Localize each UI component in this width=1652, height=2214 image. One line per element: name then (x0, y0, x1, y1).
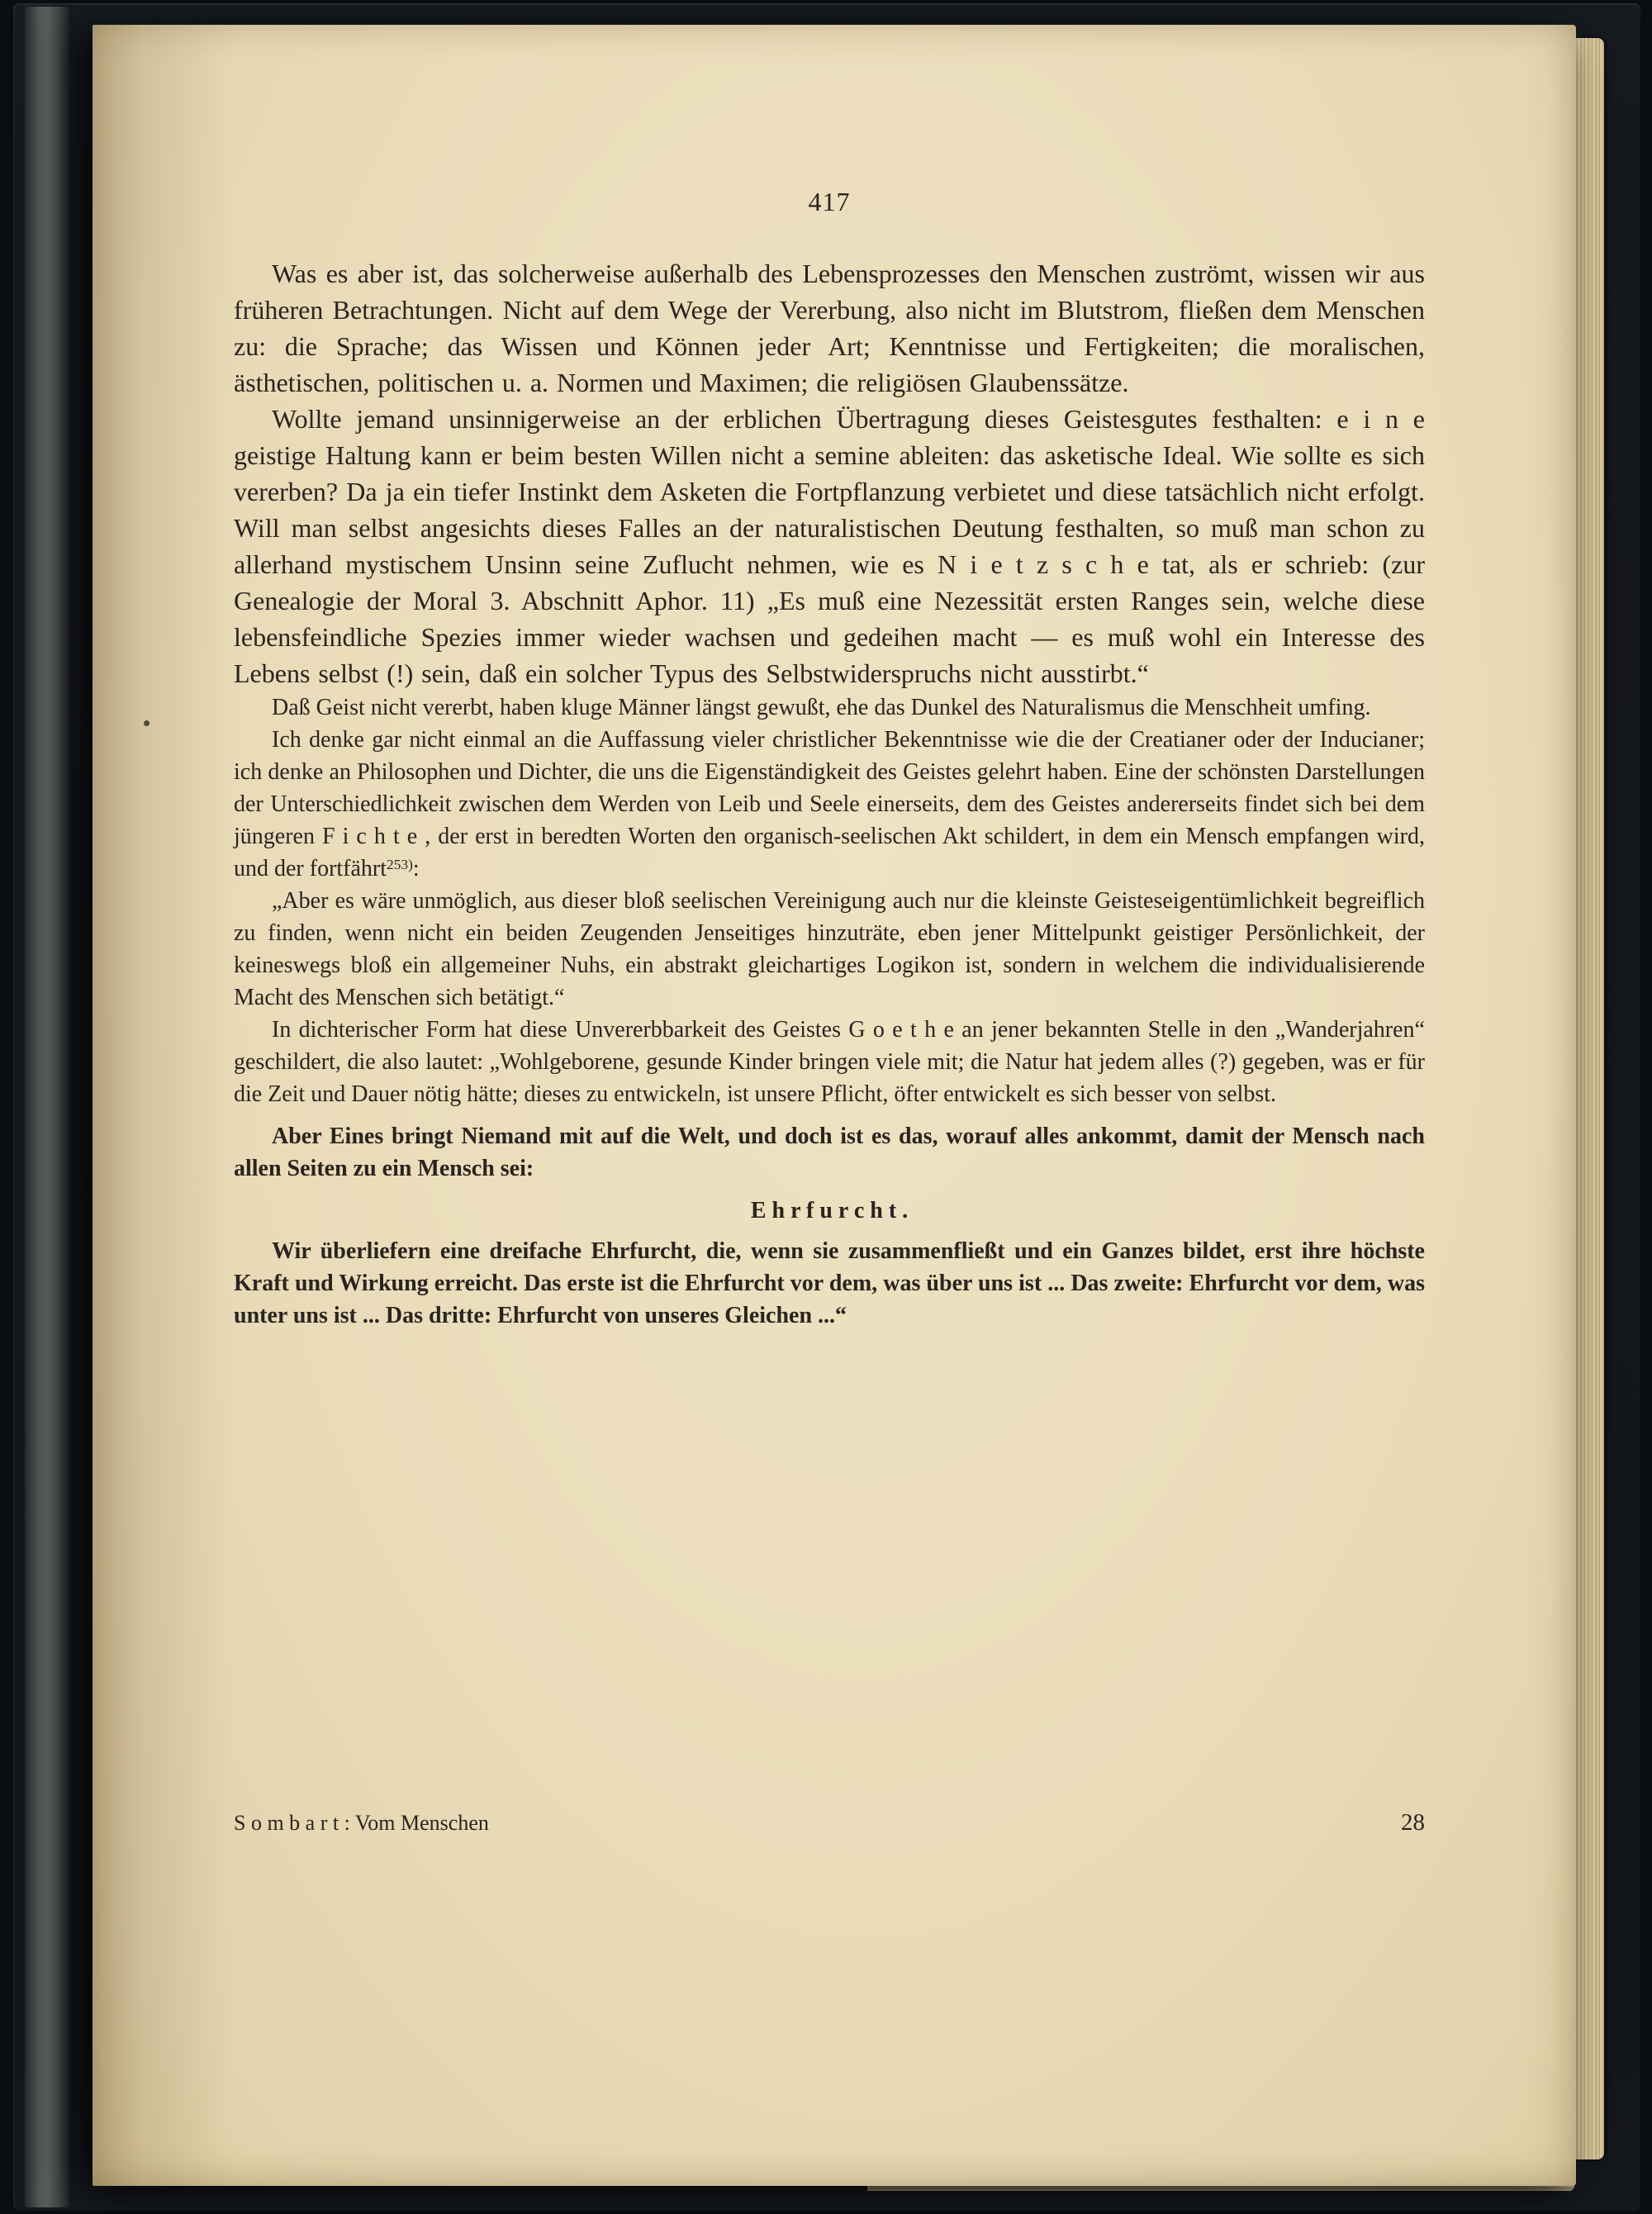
text-run: Aber Eines bringt Niemand mit auf die Welt, und doch ist es das, worauf alles ankommt, damit der Mensch nach allen Seiten zu ein Mensch sei: (234, 1124, 1425, 1181)
text-run: E h r f u r c h t . (750, 1198, 909, 1223)
paragraph-fichte (234, 724, 1425, 885)
paragraph-nietzsche (234, 401, 1425, 691)
paragraph-intro (234, 255, 1425, 401)
ink-speck (144, 720, 150, 726)
text-run: „Aber es wäre unmöglich, aus dieser bloß seelischen Vereinigung auch nur die kleinste Geisteseigentümlichkeit begreiflich zu finden, wenn nicht ein beiden Zeugenden Jenseitiges hinzuträte, eben jener Mittelpunkt geistiger Persönlichkeit, der keineswegs bloß ein allgemeiner Nuhs, ein abstrakt gleichartiges Logikon ist, sondern in welchem die individualisierende Macht des Menschen sich betätigt.“ (234, 888, 1425, 1010)
footer-sheet-number: 28 (1401, 1809, 1425, 1836)
text-run: Was es aber ist, das solcherweise außerhalb des Lebensprozesses den Menschen zuströmt, wissen wir aus früheren Betrachtungen. Nicht auf dem Wege der Vererbung, also nicht im Blutstrom, fließen dem Menschen zu: die Sprache; das Wissen und Können jeder Art; Kenntnisse und Fertigkeiten; die moralischen, ästhetischen, politischen u. a. Normen und Maximen; die religiösen Glaubenssätze. (234, 259, 1425, 397)
text-run: Wollte jemand unsinnigerweise an der erblichen Übertragung dieses Geistesgutes festhalten: e i n e geistige Haltung kann er beim besten Willen nicht a semine ableiten: das asketische Ideal. Wie sollte es sich vererben? Da ja ein tiefer Instinkt dem Asketen die Fortpflanzung verbietet und diese tatsächlich nicht erfolgt. Will man selbst angesichts dieses Falles an der naturalistischen Deutung festhalten, so muß man schon zu allerhand mystischem Unsinn seine Zuflucht nehmen, wie es N i e t z s c h e tat, als er schrieb: (zur Genealogie der Moral 3. Abschnitt Aphor. 11) „Es muß eine Nezessität ersten Ranges sein, welche diese lebensfeindliche Spezies immer wieder wachsen und gedeihen macht — es muß wohl ein Interesse des Lebens selbst (!) sein, daß ein solcher Typus des Selbstwiderspruchs nicht ausstirbt.“ (234, 404, 1425, 688)
heading-ehrfurcht (234, 1195, 1425, 1227)
paragraph-goethe (234, 1014, 1425, 1110)
book-page (93, 25, 1576, 2186)
text-run: : (412, 856, 420, 881)
paragraph-fichte-zitat (234, 885, 1425, 1014)
paragraph-dass-geist (234, 691, 1425, 724)
page-edge-stack (1574, 38, 1604, 2159)
text-block (234, 255, 1425, 1332)
book-spine-edge (25, 7, 69, 2207)
text-run: Daß Geist nicht vererbt, haben kluge Männer längst gewußt, ehe das Dunkel des Naturalismus die Menschheit umfing. (272, 695, 1371, 720)
paragraph-aber-eines (234, 1120, 1425, 1185)
paragraph-dreifache-ehrfurcht (234, 1235, 1425, 1332)
footnote-marker: 253) (387, 857, 413, 873)
text-run: Wir überliefern eine dreifache Ehrfurcht, die, wenn sie zusammenfließt und ein Ganzes bildet, erst ihre höchste Kraft und Wirkung erreicht. Das erste ist die Ehrfurcht vor dem, was über uns ist ... Das zweite: Ehrfurcht vor dem, was unter uns ist ... Das dritte: Ehrfurcht von unseres Gleichen ...“ (234, 1238, 1425, 1328)
page-footer (234, 1809, 1425, 1836)
text-run: Ich denke gar nicht einmal an die Auffassung vieler christlicher Bekenntnisse wie die der Creatianer oder der Inducianer; ich denke an Philosophen und Dichter, die uns die Eigenständigkeit des Geistes gelehrt haben. Eine der schönsten Darstellungen der Unterschiedlichkeit zwischen dem Werden von Leib und Seele einerseits, dem des Geistes andererseits findet sich bei dem jüngeren F i c h t e , der erst in beredten Worten den organisch-seelischen Akt schildert, in dem ein Mensch empfangen wird, und der fortfährt (234, 727, 1425, 881)
text-run: In dichterischer Form hat diese Unvererbbarkeit des Geistes G o e t h e an jener bekannten Stelle in den „Wanderjahren“ geschildert, die also lautet: „Wohlgeborene, gesunde Kinder bringen viele mit; die Natur hat jedem alles (?) gegeben, was er für die Zeit und Dauer nötig hätte; dieses zu entwickeln, ist unsere Pflicht, öfter entwickelt es sich besser von selbst. (234, 1017, 1425, 1107)
page-number: 417 (808, 187, 851, 216)
footer-running-title: S o m b a r t : Vom Menschen (234, 1811, 489, 1835)
page-content (234, 187, 1425, 1332)
